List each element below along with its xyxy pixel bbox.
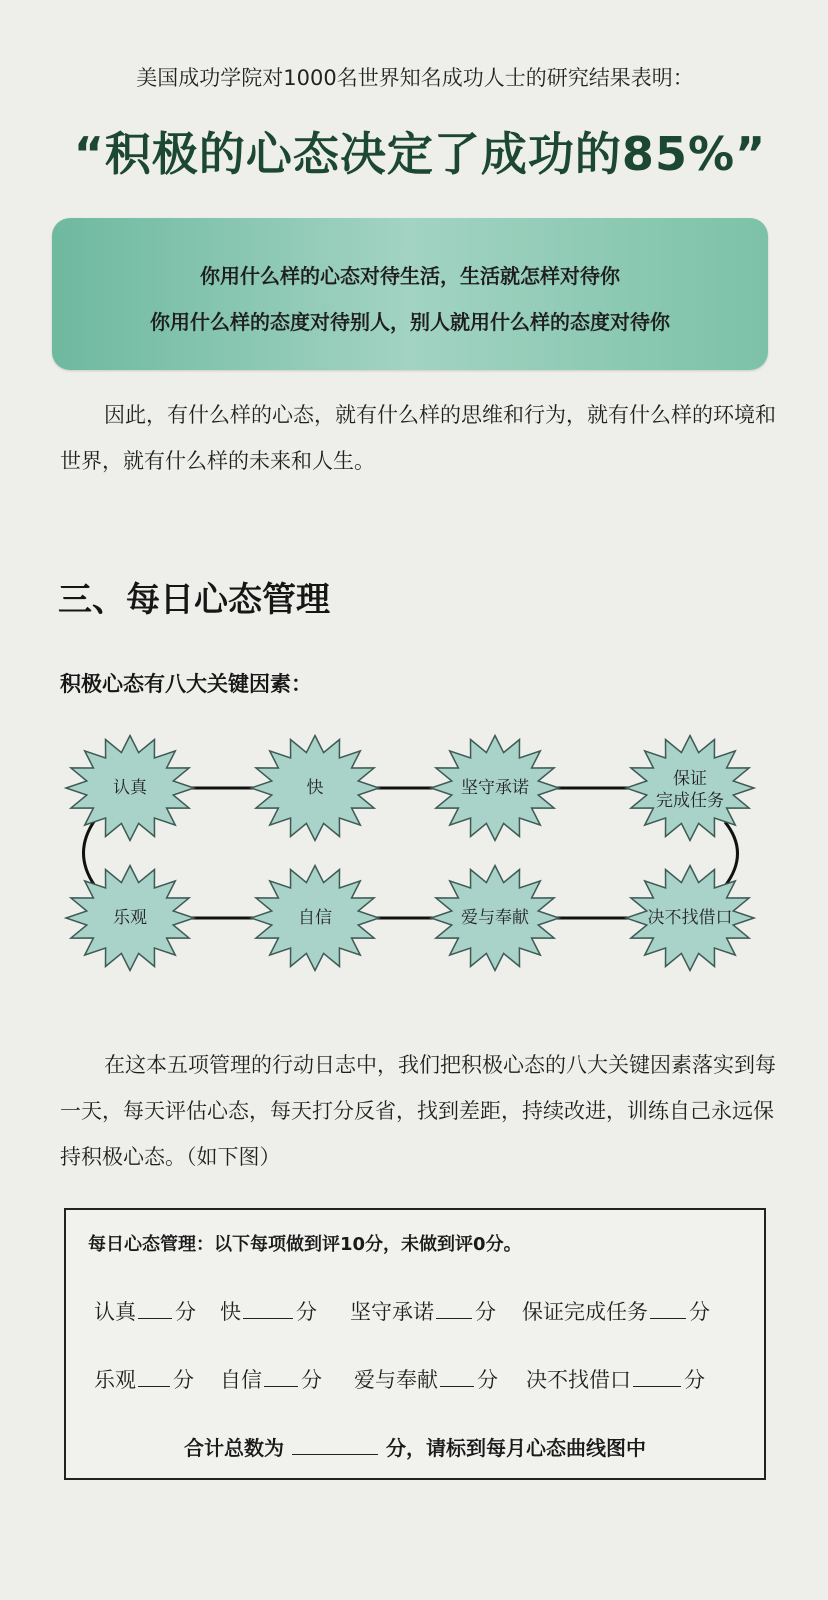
factors-diagram <box>0 730 828 1000</box>
paragraph-1: 因此，有什么样的心态，就有什么样的思维和行为，就有什么样的环境和世界，就有什么样的未来和人生。 <box>60 403 776 473</box>
factor-label-jueb: 决不找借口 <box>647 908 733 928</box>
intro-text: 美国成功学院对1000名世界知名成功人士的研究结果表明： <box>136 66 694 90</box>
score-label: 坚守承诺 <box>350 1300 434 1324</box>
total-suffix: 分，请标到每月心态曲线图中 <box>386 1436 646 1460</box>
paragraph-2: 在这本五项管理的行动日志中，我们把积极心态的八大关键因素落实到每一天，每天评估心态，每天打分反省，找到差距，持续改进，训练自己永远保持积极心态。（如下图） <box>60 1053 776 1169</box>
score-unit: 分 <box>173 1368 194 1392</box>
score-item-jianshou <box>350 1296 496 1326</box>
score-total <box>66 1432 764 1461</box>
subtitle: 积极心态有八大关键因素： <box>60 672 312 696</box>
quote-line-1: 你用什么样的心态对待生活，生活就怎样对待你 <box>200 264 620 288</box>
daily-score-box <box>64 1208 766 1480</box>
score-label: 乐观 <box>94 1368 136 1392</box>
score-label: 自信 <box>220 1368 262 1392</box>
factor-label-baozheng <box>656 768 724 812</box>
score-label: 决不找借口 <box>526 1368 631 1392</box>
score-item-renzhen <box>94 1296 196 1326</box>
factor-label-baozheng-line1: 保证 <box>673 769 707 789</box>
factor-label-leguan: 乐观 <box>113 908 147 928</box>
score-blank[interactable] <box>633 1368 681 1387</box>
score-blank[interactable] <box>264 1368 298 1387</box>
star-shapes <box>66 736 754 971</box>
quote-box <box>52 218 768 370</box>
connector-left-arc <box>84 820 96 886</box>
factor-label-renzhen: 认真 <box>113 778 147 798</box>
score-item-jueb <box>526 1364 705 1394</box>
score-unit: 分 <box>301 1368 322 1392</box>
score-item-kuai <box>220 1296 317 1326</box>
score-item-leguan <box>94 1364 194 1394</box>
score-blank[interactable] <box>650 1300 686 1319</box>
score-blank[interactable] <box>440 1368 474 1387</box>
score-blank[interactable] <box>243 1300 293 1319</box>
score-unit: 分 <box>296 1300 317 1324</box>
total-blank[interactable] <box>292 1436 378 1455</box>
factor-label-zixin: 自信 <box>298 908 332 928</box>
section-title: 三、每日心态管理 <box>58 580 330 620</box>
quote-line-2: 你用什么样的态度对待别人，别人就用什么样的态度对待你 <box>150 310 670 334</box>
score-blank[interactable] <box>436 1300 472 1319</box>
score-label: 认真 <box>94 1300 136 1324</box>
connector-right-arc <box>725 822 738 886</box>
score-item-baozheng <box>522 1296 710 1326</box>
score-unit: 分 <box>689 1300 710 1324</box>
score-unit: 分 <box>477 1368 498 1392</box>
score-blank[interactable] <box>138 1368 170 1387</box>
score-label: 爱与奉献 <box>354 1368 438 1392</box>
factor-label-baozheng-line2: 完成任务 <box>656 791 724 811</box>
score-unit: 分 <box>475 1300 496 1324</box>
factor-label-kuai: 快 <box>306 778 324 798</box>
score-item-aiyu <box>354 1364 498 1394</box>
score-blank[interactable] <box>138 1300 172 1319</box>
score-heading: 每日心态管理：以下每项做到评10分，未做到评0分。 <box>88 1234 522 1255</box>
total-prefix: 合计总数为 <box>184 1436 284 1460</box>
factor-label-aiyu: 爱与奉献 <box>461 908 529 928</box>
score-label: 保证完成任务 <box>522 1300 648 1324</box>
score-unit: 分 <box>684 1368 705 1392</box>
factor-label-jianshou: 坚守承诺 <box>461 778 529 798</box>
headline-quote: “积极的心态决定了成功的85%” <box>73 127 767 181</box>
score-item-zixin <box>220 1364 322 1394</box>
score-label: 快 <box>220 1300 241 1324</box>
score-unit: 分 <box>175 1300 196 1324</box>
